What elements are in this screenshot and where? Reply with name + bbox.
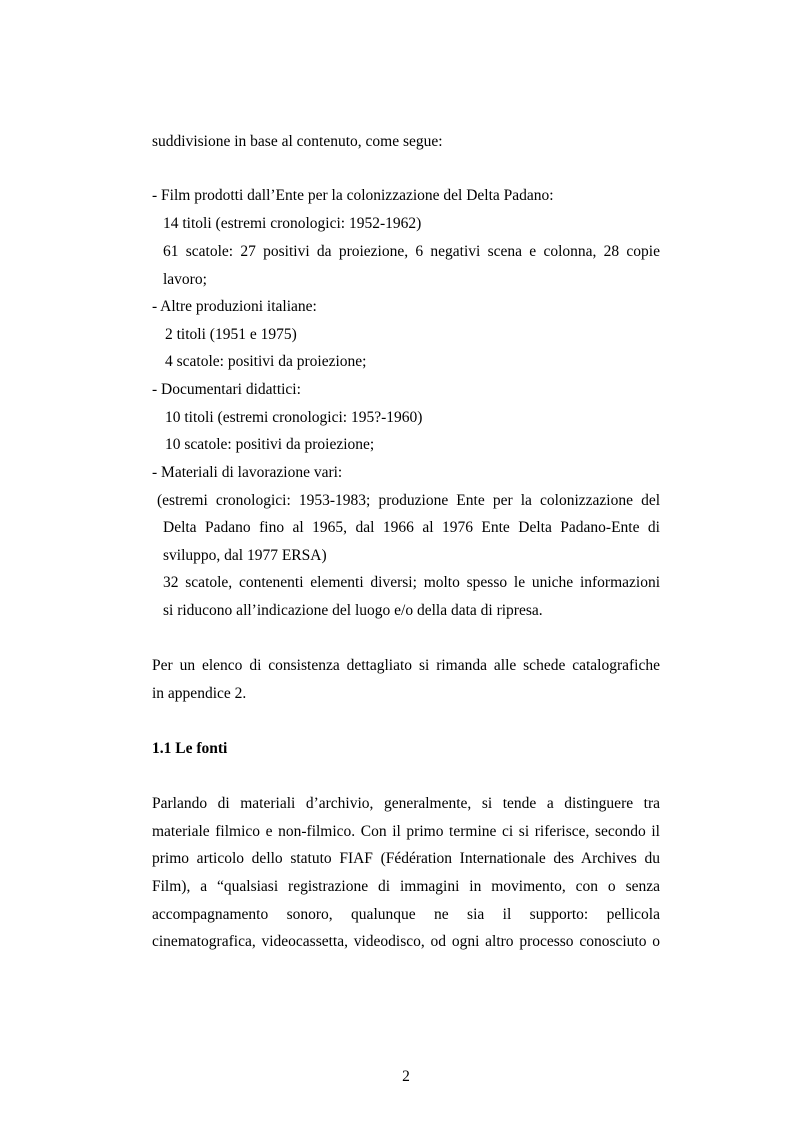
paragraph-line: accompagnamento sonoro, qualunque ne sia il supporto: pellicola xyxy=(152,906,660,923)
list-detail-line: 10 titoli (estremi cronologici: 195?-1960) xyxy=(165,409,423,426)
list-detail-line: 4 scatole: positivi da proiezione; xyxy=(165,353,367,370)
intro-line: suddivisione in base al contenuto, come segue: xyxy=(152,133,443,150)
list-detail-line: 10 scatole: positivi da proiezione; xyxy=(165,436,375,453)
list-item-materiali: - Materiali di lavorazione vari: xyxy=(152,464,343,481)
list-detail-line: 14 titoli (estremi cronologici: 1952-1962) xyxy=(163,215,422,232)
list-detail-line: (estremi cronologici: 1953-1983; produzione Ente per la colonizzazione del xyxy=(157,492,660,509)
list-item-film-ente: - Film prodotti dall’Ente per la colonizzazione del Delta Padano: xyxy=(152,187,554,204)
paragraph-line: cinematografica, videocassetta, videodisco, od ogni altro processo conosciuto o xyxy=(152,933,660,950)
paragraph-line: in appendice 2. xyxy=(152,685,247,702)
paragraph-line: Film), a “qualsiasi registrazione di immagini in movimento, con o senza xyxy=(152,878,660,895)
list-detail-line: sviluppo, dal 1977 ERSA) xyxy=(163,547,327,564)
page-number: 2 xyxy=(402,1068,410,1085)
paragraph-line: primo articolo dello statuto FIAF (Fédération Internationale des Archives du xyxy=(152,850,660,867)
paragraph-line: materiale filmico e non-filmico. Con il primo termine ci si riferisce, secondo il xyxy=(152,823,660,840)
list-item-altre-produzioni: - Altre produzioni italiane: xyxy=(152,298,317,315)
paragraph-line: Parlando di materiali d’archivio, generalmente, si tende a distinguere tra xyxy=(152,795,660,812)
list-detail-line: Delta Padano fino al 1965, dal 1966 al 1976 Ente Delta Padano-Ente di xyxy=(163,519,660,536)
list-detail-line: 61 scatole: 27 positivi da proiezione, 6 negativi scena e colonna, 28 copie xyxy=(163,243,660,260)
list-detail-line: 32 scatole, contenenti elementi diversi; molto spesso le uniche informazioni xyxy=(163,574,660,591)
list-detail-line: 2 titoli (1951 e 1975) xyxy=(165,326,297,343)
list-detail-line: lavoro; xyxy=(163,271,207,288)
paragraph-line: Per un elenco di consistenza dettagliato si rimanda alle schede catalografiche xyxy=(152,657,660,674)
list-detail-line: si riducono all’indicazione del luogo e/o della data di ripresa. xyxy=(163,602,543,619)
list-item-documentari: - Documentari didattici: xyxy=(152,381,301,398)
section-heading: 1.1 Le fonti xyxy=(152,740,228,757)
